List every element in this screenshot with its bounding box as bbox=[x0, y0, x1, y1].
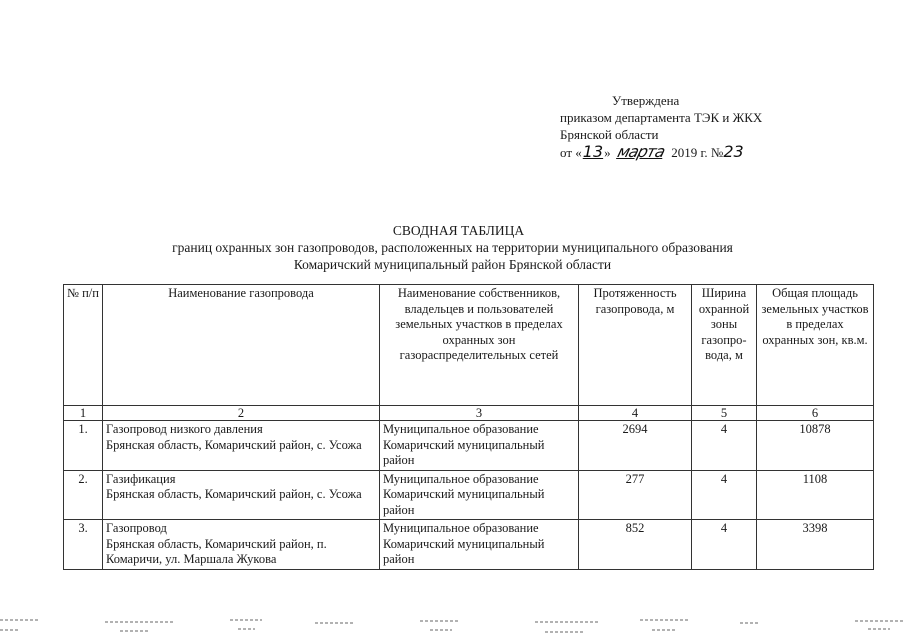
approval-title: Утверждена bbox=[612, 93, 680, 108]
approval-region-line: Брянской области bbox=[560, 127, 659, 142]
pipeline-name: Газопровод bbox=[106, 521, 167, 535]
row-num: 3. bbox=[64, 520, 103, 570]
table-header-row bbox=[64, 285, 874, 406]
pipeline-name: Газопровод низкого давления bbox=[106, 422, 263, 436]
handwritten-number: 23 bbox=[723, 142, 744, 161]
row-num: 2. bbox=[64, 470, 103, 520]
date-quote-close: » bbox=[604, 145, 611, 160]
title-subtitle-2: Комаричский муниципальный район Брянской области bbox=[293, 257, 612, 272]
row-owner: Муниципальное образование Комаричский муниципальный район bbox=[380, 421, 579, 471]
row-owner: Муниципальное образование Комаричский муниципальный район bbox=[380, 520, 579, 570]
row-width: 4 bbox=[692, 470, 757, 520]
row-width: 4 bbox=[692, 421, 757, 471]
row-length: 852 bbox=[579, 520, 692, 570]
row-pipeline bbox=[103, 520, 380, 570]
row-area: 10878 bbox=[757, 421, 874, 471]
pipeline-name: Газификация bbox=[106, 471, 176, 486]
header-area: Общая площадь земельных участков в пределах охранных зон, кв.м. bbox=[757, 285, 874, 406]
scan-artifact-strip bbox=[0, 616, 905, 640]
title-main: СВОДНАЯ ТАБЛИЦА bbox=[392, 223, 525, 238]
table-row bbox=[64, 470, 874, 520]
header-length: Протяженность газопровода, м bbox=[579, 285, 692, 406]
row-area: 3398 bbox=[757, 520, 874, 570]
index-cell: 6 bbox=[757, 406, 874, 421]
row-area: 1108 bbox=[757, 470, 874, 520]
row-owner: Муниципальное образование Комаричский муниципальный район bbox=[380, 470, 579, 520]
header-pipeline-name: Наименование газопровода bbox=[103, 285, 380, 406]
approval-stamp bbox=[560, 92, 860, 161]
header-zone-width: Ширина охранной зоны газопро-вода, м bbox=[692, 285, 757, 406]
row-width: 4 bbox=[692, 520, 757, 570]
handwritten-month: марта bbox=[615, 142, 667, 161]
pipeline-location: Брянская область, Комаричский район, с. Усожа bbox=[106, 487, 362, 501]
date-prefix: от « bbox=[560, 145, 582, 160]
pipeline-location: Брянская область, Комаричский район, п. Комаричи, ул. Маршала Жукова bbox=[106, 536, 327, 566]
summary-table bbox=[63, 284, 874, 570]
index-cell: 5 bbox=[692, 406, 757, 421]
pipeline-location: Брянская область, Комаричский район, с. Усожа bbox=[106, 437, 362, 452]
row-num: 1. bbox=[64, 421, 103, 471]
row-length: 277 bbox=[579, 470, 692, 520]
approval-date-line bbox=[560, 143, 860, 161]
index-cell: 3 bbox=[380, 406, 579, 421]
handwritten-day: 13 bbox=[582, 142, 604, 161]
header-owners: Наименование собственников, владельцев и пользователей земельных участков в пределах охранных зон газораспределительных сетей bbox=[380, 285, 579, 406]
row-length: 2694 bbox=[579, 421, 692, 471]
document-title bbox=[0, 222, 905, 273]
table-index-row bbox=[64, 406, 874, 421]
table-row bbox=[64, 421, 874, 471]
table-row bbox=[64, 520, 874, 570]
row-pipeline bbox=[103, 421, 380, 471]
index-cell: 2 bbox=[103, 406, 380, 421]
index-cell: 1 bbox=[64, 406, 103, 421]
header-num: № п/п bbox=[64, 285, 103, 406]
row-pipeline bbox=[103, 470, 380, 520]
date-year: 2019 г. bbox=[671, 145, 708, 160]
number-prefix: № bbox=[710, 145, 724, 160]
approval-order-line: приказом департамента ТЭК и ЖКХ bbox=[560, 110, 763, 125]
title-subtitle: границ охранных зон газопроводов, расположенных на территории муниципального образования bbox=[172, 240, 733, 255]
index-cell: 4 bbox=[579, 406, 692, 421]
